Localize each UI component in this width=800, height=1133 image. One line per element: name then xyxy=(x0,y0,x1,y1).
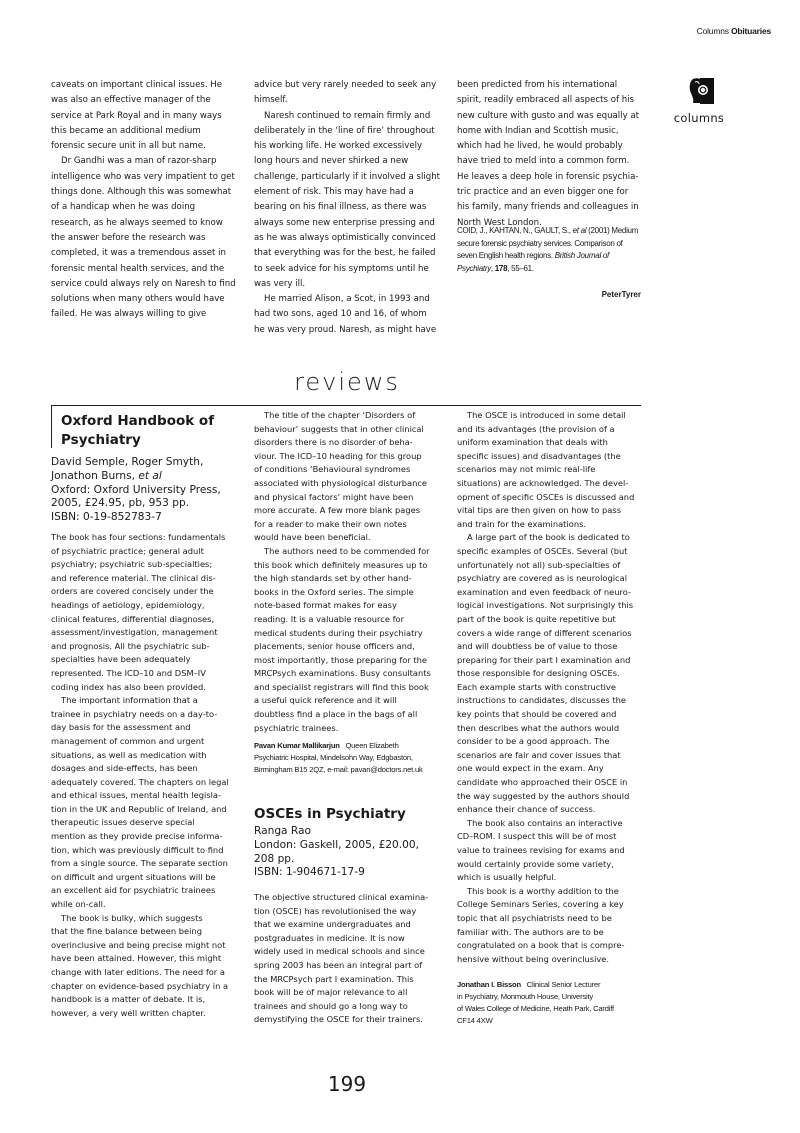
running-head xyxy=(697,26,771,36)
text-line: situations, as well as medication with xyxy=(51,749,207,760)
text-line xyxy=(457,263,653,276)
text-line: dosages and side-effects, has been xyxy=(51,763,198,774)
text-line: tric practice and an even bigger one for xyxy=(457,187,629,198)
obituary-column-3 xyxy=(457,78,653,231)
text-line: specialties have been adequately xyxy=(51,654,191,665)
paragraph xyxy=(254,78,450,109)
text-line: Naresh continued to remain firmly and xyxy=(264,110,431,121)
text-line: behaviour’ suggests that in other clinical xyxy=(254,423,424,434)
reviewer-affiliation: in Psychiatry, Monmouth House, University xyxy=(457,992,593,1001)
text-line: trainees and should go a long way to xyxy=(254,1000,408,1011)
reviewer-affiliation: Queen Elizabeth xyxy=(345,741,399,750)
text-line: The authors need to be commended for xyxy=(264,545,430,556)
text-line xyxy=(254,839,450,853)
text-line: this book which definitely measures up to xyxy=(254,559,428,570)
text-line: logical investigations. Not surprisingly this xyxy=(457,600,634,611)
text-line: The objective structured clinical examina- xyxy=(254,892,429,902)
text-line: of a handicap when he was doing xyxy=(51,202,196,213)
paragraph xyxy=(51,531,247,694)
text-line: that the fine balance between being xyxy=(51,926,202,937)
text-line: and will doubtless be of value to those xyxy=(457,641,618,652)
text-line: psychiatry; psychiatric sub-specialties; xyxy=(51,559,213,570)
text-line: topic that all psychiatrists need to be xyxy=(457,912,612,923)
text-line: part of the book is quite repetitive but xyxy=(457,613,616,624)
text-line: and prognosis. All the psychiatric sub- xyxy=(51,640,210,651)
text-line: and physical factors’ might have been xyxy=(254,491,414,502)
text-line: most importantly, those preparing for the xyxy=(254,654,427,665)
text-line: intelligence who was very impatient to get xyxy=(51,171,235,182)
text-line: psychiatric trainees. xyxy=(254,722,339,733)
text-line: associated with physiological disturbance xyxy=(254,477,428,488)
paragraph xyxy=(254,891,450,1027)
text-line: instructions to candidates, discusses the xyxy=(457,695,627,706)
text-line: This book is a worthy addition to the xyxy=(467,885,619,896)
text-line xyxy=(254,866,450,880)
text-line: service at Park Royal and in many ways xyxy=(51,110,222,121)
text-line: MRCPsych examinations. Busy consultants xyxy=(254,668,431,679)
text-line: specific examples of OSCEs. Several (but xyxy=(457,545,628,556)
text-segment: , 55–61. xyxy=(507,263,534,273)
paragraph xyxy=(51,694,247,912)
text-line: the answer before the research was xyxy=(51,232,206,243)
text-segment: London: Gaskell, 2005, £20.00, xyxy=(254,838,420,851)
review1-body-column-1 xyxy=(51,531,247,1020)
text-line: new culture with gusto and was equally at xyxy=(457,110,640,121)
text-line: had two sons, aged 10 and 16, of whom xyxy=(254,309,427,320)
text-line: headings of aetiology, epidemiology, xyxy=(51,599,205,610)
text-segment: David Semple, Roger Smyth, xyxy=(51,456,204,468)
text-line: completed, it was a tremendous asset in xyxy=(51,248,226,259)
text-line: key points that should be covered and xyxy=(457,709,617,720)
text-line: caveats on important clinical issues. He xyxy=(51,80,223,90)
review2-body-column-2 xyxy=(254,891,450,1027)
text-line: CD–ROM. I suspect this will be of most xyxy=(457,831,617,842)
text-line: Dr Gandhi was a man of razor-sharp xyxy=(61,156,217,167)
review1-title xyxy=(61,412,214,450)
text-line: his working life. He worked excessively xyxy=(254,141,423,152)
text-line: an excellent aid for psychiatric trainees xyxy=(51,885,216,896)
text-line: one would expect in the exam. Any xyxy=(457,763,604,774)
text-line xyxy=(457,250,653,263)
text-line: forensic mental health services, and the xyxy=(51,263,225,274)
text-line xyxy=(51,456,247,470)
text-line: Each example starts with constructive xyxy=(457,681,616,692)
text-line: books in the Oxford series. The simple xyxy=(254,586,414,597)
running-head-section: Columns xyxy=(696,26,729,36)
paragraph xyxy=(51,912,247,1021)
review1-title-line: Oxford Handbook of xyxy=(61,413,215,429)
review2-body-column-3 xyxy=(457,409,653,966)
text-segment: Oxford: Oxford University Press, xyxy=(51,483,221,496)
review2-book-info xyxy=(254,825,450,880)
text-line: however, a very well written chapter. xyxy=(51,1007,206,1018)
paragraph xyxy=(457,885,653,967)
text-line: while on-call. xyxy=(51,899,106,910)
text-line xyxy=(457,238,653,251)
text-line: and train for the examinations. xyxy=(457,518,587,529)
text-line: consider to be a good approach. The xyxy=(457,736,610,747)
text-line: The book also contains an interactive xyxy=(467,817,623,828)
text-line: to seek advice for his symptoms until he xyxy=(254,263,429,274)
text-line: specific issues) and disadvantages (the xyxy=(457,450,621,461)
text-line: situations) are acknowledged. The devel- xyxy=(457,477,629,488)
text-line xyxy=(254,825,450,839)
reviewer-name: Jonathan I. Bisson xyxy=(457,980,521,989)
text-line: failed. He was always willing to give xyxy=(51,309,207,320)
text-line: The book has four sections: fundamentals xyxy=(51,532,226,542)
text-line: College Seminars Series, covering a key xyxy=(457,899,624,910)
text-line: preparing for their part I examination and xyxy=(457,654,631,665)
text-segment: seven English health regions. xyxy=(457,251,555,260)
columns-head-logo-icon xyxy=(689,77,715,105)
text-line: uniform examination that deals with xyxy=(457,437,608,448)
text-line: mention as they provide precise informa- xyxy=(51,831,223,842)
text-line: adequately covered. The chapters on legal xyxy=(51,776,229,787)
text-line: service could always rely on Naresh to find xyxy=(51,278,236,289)
text-line xyxy=(51,470,247,484)
text-line: tion in the UK and Republic of Ireland, and xyxy=(51,803,227,814)
text-line: long hours and never shirked a new xyxy=(254,156,409,167)
paragraph xyxy=(51,78,247,154)
text-line: have been attained. However, this might xyxy=(51,953,222,964)
paragraph xyxy=(254,409,450,545)
text-line: that we examine undergraduates and xyxy=(254,919,411,930)
page-number: 199 xyxy=(327,1072,367,1096)
text-line: hensive without being overinclusive. xyxy=(457,953,610,964)
text-line: would certainly provide some variety, xyxy=(457,858,614,869)
reviewer-affiliation: Birmingham B15 2QZ, e-mail: pavan@doctors.net.uk xyxy=(254,765,423,774)
text-line: The important information that a xyxy=(61,695,198,706)
obituary-column-1 xyxy=(51,78,247,323)
text-line: himself. xyxy=(254,95,288,106)
text-line: orders are covered concisely under the xyxy=(51,586,214,597)
text-segment: Psychiatry xyxy=(457,263,491,273)
text-segment: et al xyxy=(572,226,587,235)
text-line: congratulated on a book that is compre- xyxy=(457,940,625,951)
text-line: and its advantages (the provision of a xyxy=(457,423,615,434)
reviewer-affiliation: of Wales College of Medicine, Heath Park, Cardiff xyxy=(457,1004,614,1013)
text-line: tion, which was previously difficult to find xyxy=(51,844,224,855)
paragraph xyxy=(254,109,450,293)
text-line: was very ill. xyxy=(254,278,306,289)
text-line: A large part of the book is dedicated to xyxy=(467,532,630,543)
text-line: his family, many friends and colleagues in xyxy=(457,202,639,213)
text-segment: ISBN: 1-904671-17-9 xyxy=(254,866,365,879)
obituary-reference xyxy=(457,225,653,275)
text-line: placements, senior house officers and, xyxy=(254,641,415,652)
text-line: candidate who approached their OSCE in xyxy=(457,777,628,788)
text-segment: Jonathon Burns, xyxy=(51,469,139,482)
text-line: reading. It is a valuable resource for xyxy=(254,613,404,624)
reviewer-affiliation: CF14 4XW xyxy=(457,1016,493,1025)
text-line: trainee in psychiatry needs on a day-to- xyxy=(51,708,218,719)
paragraph xyxy=(457,817,653,885)
text-line: things done. Although this was somewhat xyxy=(51,187,232,198)
text-line: unfortunately not all) sub-specialties of xyxy=(457,559,621,570)
review-title-rule xyxy=(51,405,52,448)
text-line: value to trainees revising for exams and xyxy=(457,845,625,855)
paragraph xyxy=(457,409,653,531)
text-line: note-based format makes for easy xyxy=(254,600,397,611)
text-line: therapeutic issues deserve special xyxy=(51,817,195,828)
text-line: viour. The ICD–10 heading for this group xyxy=(254,450,422,461)
paragraph xyxy=(254,292,450,338)
text-line: The book is bulky, which suggests xyxy=(61,912,203,923)
text-line: of psychiatric practice; general adult xyxy=(51,545,204,556)
paragraph xyxy=(457,78,653,231)
text-segment: secure forensic psychiatry services. Comparison of xyxy=(457,238,623,248)
text-line: which had he lived, he would probably xyxy=(457,141,623,152)
text-line: those responsible for designing OSCEs. xyxy=(457,668,620,679)
text-line: which is usually helpful. xyxy=(457,872,557,883)
text-line: the MRCPsych part I examination. This xyxy=(254,973,414,984)
text-line: and reference material. The clinical dis- xyxy=(51,572,216,583)
text-line: a useful quick reference and it will xyxy=(254,695,397,706)
text-line: book will be of major relevance to all xyxy=(254,987,408,998)
text-line: bearing on his final illness, as there was xyxy=(254,202,427,213)
text-line: the high standards set by other hand- xyxy=(254,573,412,584)
text-line: handbook is a matter of debate. It is, xyxy=(51,994,206,1005)
text-segment: (2001) Medium xyxy=(586,226,639,235)
text-line: disorders there is no disorder of beha- xyxy=(254,437,413,448)
text-segment: , xyxy=(490,263,495,273)
text-line: medical students during their psychiatry xyxy=(254,627,423,638)
text-line: psychiatry are covered as is neurological xyxy=(457,573,628,584)
text-line: deliberately in the ‘line of fire’ throughout xyxy=(254,125,435,136)
text-line: more accurate. A few more blank pages xyxy=(254,505,421,516)
text-line: forensic secure unit in all but name. xyxy=(51,141,206,152)
review1-body-column-2 xyxy=(254,409,450,735)
text-line: the way suggested by the authors should xyxy=(457,790,630,801)
text-segment: British Journal of xyxy=(554,251,609,260)
text-segment: COID, J., KAHTAN, N., GAULT, S., xyxy=(457,226,573,235)
text-line: research, as he always seemed to know xyxy=(51,217,223,228)
review2-title: OSCEs in Psychiatry xyxy=(254,806,406,822)
text-line: covers a wide range of different scenarios xyxy=(457,627,632,638)
text-line: chapter on evidence-based psychiatry in a xyxy=(51,980,229,991)
text-line: advice but very rarely needed to seek any xyxy=(254,80,437,90)
text-line: spirit, readily embraced all aspects of his xyxy=(457,95,635,106)
text-line: he was very proud. Naresh, as might have xyxy=(254,324,437,335)
text-line: change with later editions. The need for a xyxy=(51,967,225,977)
text-line: scenarios may not mimic real-life xyxy=(457,464,596,475)
text-line: solutions when many others would have xyxy=(51,294,225,305)
text-line: of conditions ‘Behavioural syndromes xyxy=(254,464,411,475)
section-rule xyxy=(51,405,641,406)
text-segment: 178 xyxy=(494,263,508,273)
text-segment: 208 pp. xyxy=(254,852,295,865)
running-head-subsection: Obituaries xyxy=(730,26,771,36)
text-line: doubtless find a place in the bags of all xyxy=(254,709,418,720)
text-line: enhance their chance of success. xyxy=(457,804,596,815)
text-line: element of risk. This may have had a xyxy=(254,187,414,198)
obituary-column-2 xyxy=(254,78,450,338)
text-line: tion (OSCE) has revolutionised the way xyxy=(254,905,417,916)
text-line: and ethical issues, mental health legisla- xyxy=(51,790,221,801)
text-segment: ISBN: 0-19-852783-7 xyxy=(51,511,162,524)
text-line xyxy=(51,484,247,498)
text-line: The OSCE is introduced in some detail xyxy=(467,410,626,420)
text-line: coding index has also been provided. xyxy=(51,681,206,692)
text-line: would have been beneficial. xyxy=(254,532,371,543)
review1-title-line: Psychiatry xyxy=(61,432,141,448)
text-line: widely used in medical schools and since xyxy=(254,946,425,957)
text-line: opment of specific OSCEs is discussed and xyxy=(457,491,635,502)
text-line: was also an effective manager of the xyxy=(51,95,211,106)
obituary-author: PeterTyrer xyxy=(601,290,641,299)
text-line: this became an additional medium xyxy=(51,125,201,136)
columns-logo-label: columns xyxy=(673,111,725,125)
text-line: He leaves a deep hole in forensic psychia- xyxy=(457,171,639,182)
text-line: on difficult and urgent situations will be xyxy=(51,871,216,882)
text-line: overinclusive and being precise might not xyxy=(51,939,226,950)
text-line: from a single source. The separate section xyxy=(51,858,228,869)
text-line: that everything was for the best, he failed xyxy=(254,248,436,259)
text-line: management of common and urgent xyxy=(51,735,205,746)
text-line: day basis for the assessment and xyxy=(51,722,191,733)
reviewer-name: Pavan Kumar Mallikarjun xyxy=(254,741,340,750)
review2-signature xyxy=(457,979,653,1027)
text-line: challenge, particularly if it involved a slight xyxy=(254,171,441,182)
review1-book-info xyxy=(51,456,247,525)
paragraph xyxy=(51,154,247,322)
text-segment: et al xyxy=(138,469,162,482)
text-line: and specialist registrars will find this book xyxy=(254,681,429,692)
section-title-reviews: reviews xyxy=(294,368,400,396)
text-line xyxy=(51,511,247,525)
text-line: been predicted from his international xyxy=(457,80,618,90)
text-line: always some new enterprise pressing and xyxy=(254,217,435,228)
text-line xyxy=(51,497,247,511)
text-line: scenarios are fair and cover issues that xyxy=(457,749,621,760)
review1-signature xyxy=(254,740,450,776)
text-line: The title of the chapter ‘Disorders of xyxy=(264,410,416,420)
text-line: as he was always optimistically convinced xyxy=(254,232,436,243)
text-line: home with Indian and Scottish music, xyxy=(457,125,619,136)
reviewer-affiliation: Psychiatric Hospital, Mindelsohn Way, Edgbaston, xyxy=(254,753,413,762)
text-line xyxy=(457,225,653,238)
text-line: spring 2003 has been an integral part of xyxy=(254,959,423,970)
text-line: for a reader to make their own notes xyxy=(254,518,407,529)
text-line: represented. The ICD–10 and DSM–IV xyxy=(51,667,206,678)
paragraph xyxy=(254,545,450,735)
text-line: vital tips are then given on how to pass xyxy=(457,505,622,516)
text-line: clinical features, differential diagnoses, xyxy=(51,613,215,624)
text-line: postgraduates in medicine. It is now xyxy=(254,932,405,943)
reviewer-affiliation: Clinical Senior Lecturer xyxy=(526,980,601,989)
text-line: have tried to meld into a common form. xyxy=(457,156,630,167)
text-line: examination and even feedback of neuro- xyxy=(457,586,631,597)
text-line xyxy=(254,853,450,867)
paragraph xyxy=(457,531,653,816)
text-line: then describes what the authors would xyxy=(457,722,620,733)
text-line: North West London. xyxy=(457,217,542,228)
text-segment: 2005, £24.95, pb, 953 pp. xyxy=(51,497,190,510)
text-line: familiar with. The authors are to be xyxy=(457,926,604,937)
text-line: assessment/investigation, management xyxy=(51,627,218,638)
text-segment: Ranga Rao xyxy=(254,825,312,837)
text-line: demystifying the OSCE for their trainers. xyxy=(254,1014,423,1025)
text-line: He married Alison, a Scot, in 1993 and xyxy=(264,294,430,305)
